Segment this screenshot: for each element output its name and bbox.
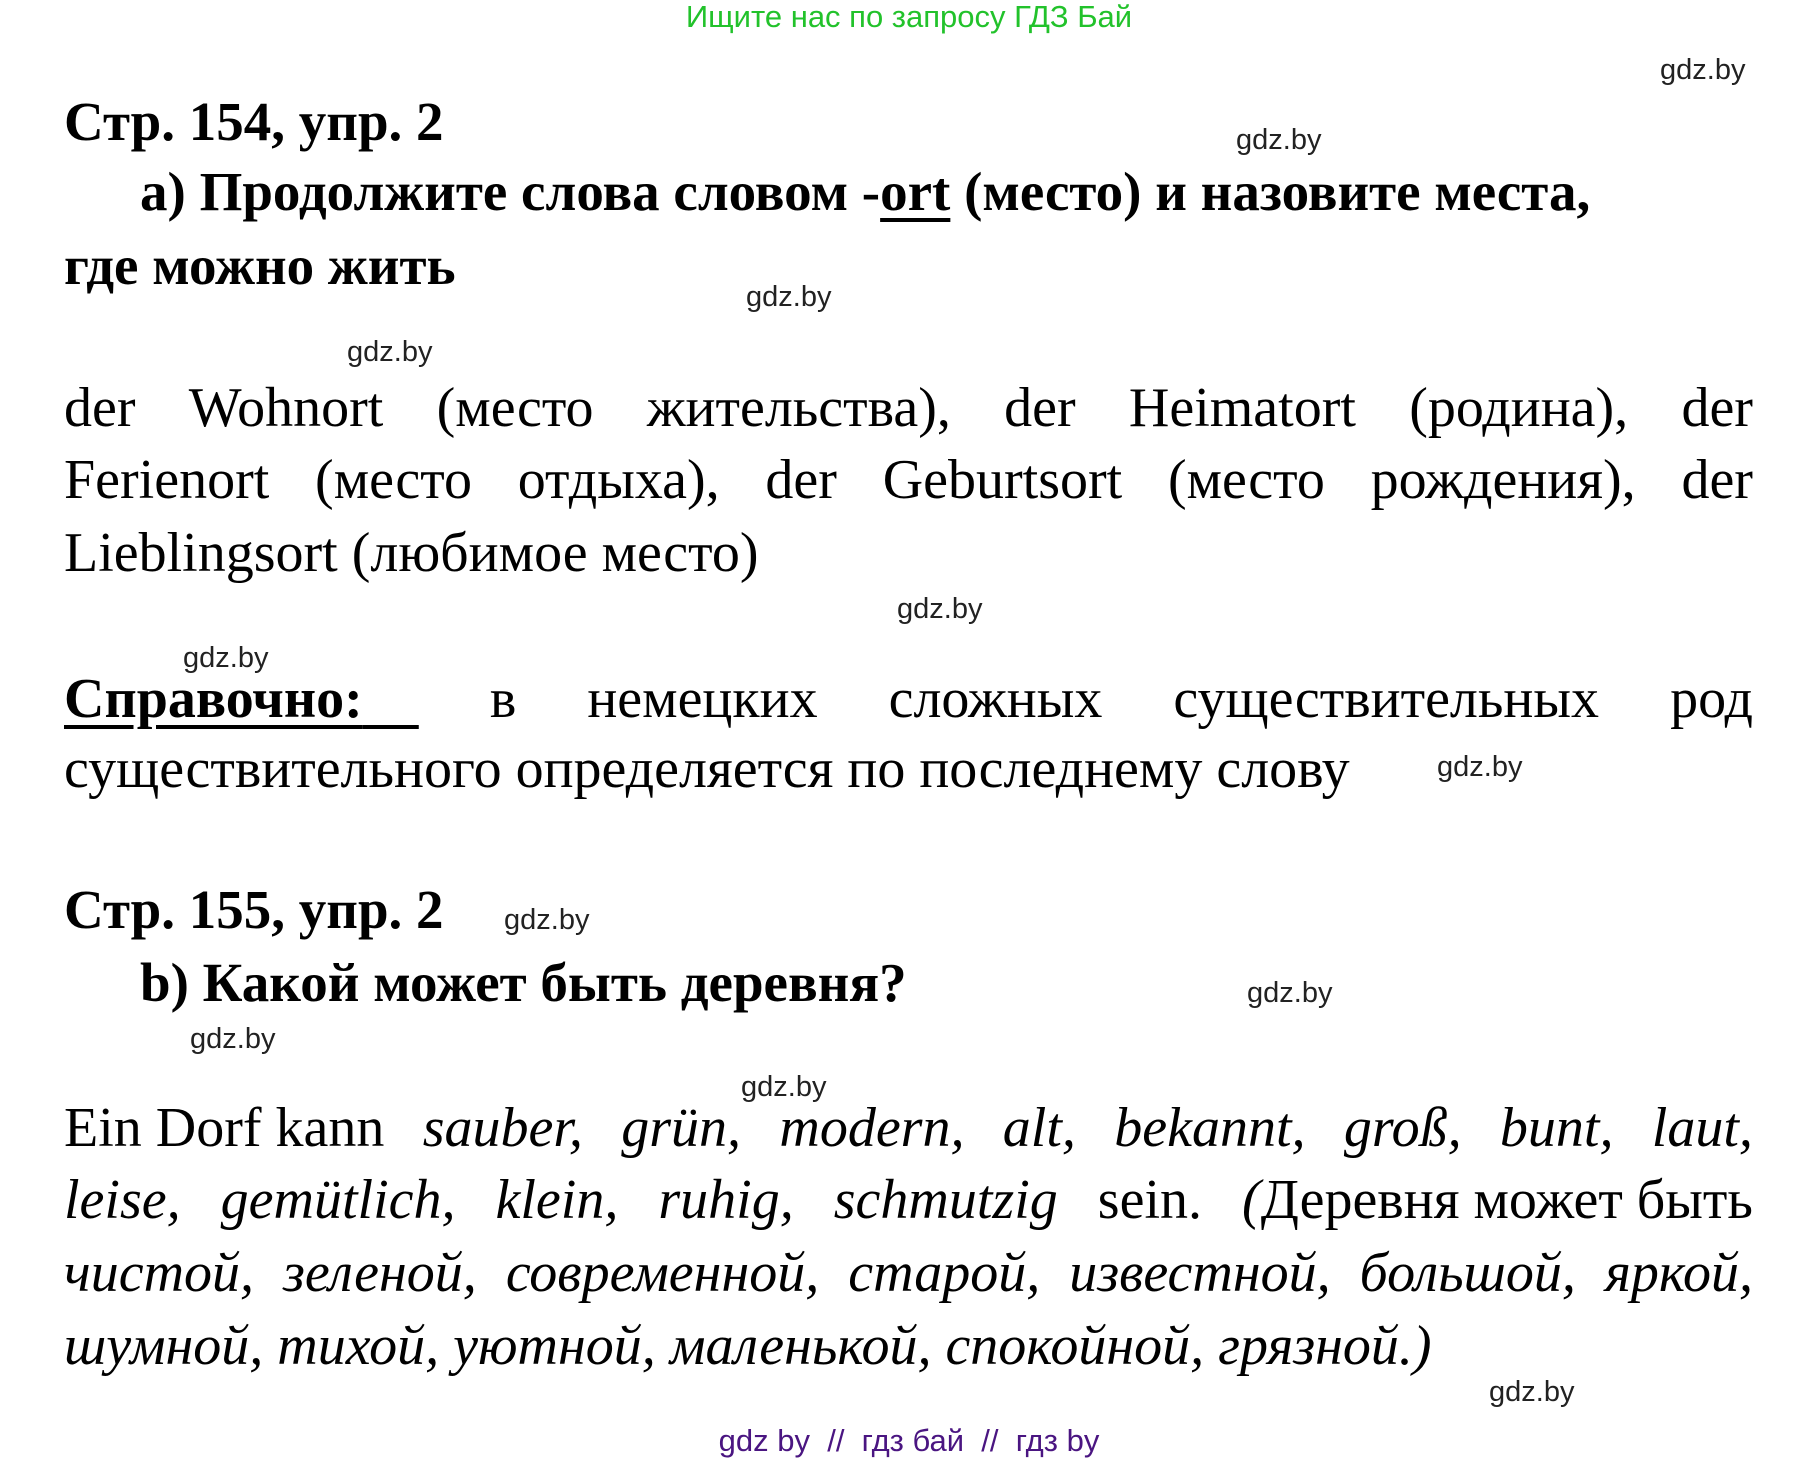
section-heading: Стр. 154, упр. 2 (64, 91, 444, 152)
watermark: gdz.by (746, 281, 832, 313)
watermark: gdz.by (1247, 977, 1333, 1009)
village-line-2: leise, gemütlich, klein, ruhig, schmutzig sein. (Деревня может быть (64, 1169, 1753, 1231)
watermark: gdz.by (897, 593, 983, 625)
section-heading-2: Стр. 155, упр. 2 (64, 879, 444, 940)
watermark: gdz.by (347, 336, 433, 368)
village-line-1: Ein Dorf kann sauber, grün, modern, alt, bekannt, groß, bunt, laut, (64, 1097, 1753, 1159)
note-line-2: существительного определяется по последнему слову (64, 738, 1350, 800)
task-b: b) Какой может быть деревня? (140, 952, 907, 1013)
note-line-1: Справочно: в немецких сложных существительных род (64, 668, 1753, 730)
watermark: gdz.by (504, 904, 590, 936)
watermark: gdz.by (1236, 124, 1322, 156)
watermark: gdz.by (1489, 1376, 1575, 1408)
task-a (140, 162, 1753, 222)
search-banner: Ищите нас по запросу ГДЗ Бай (685, 0, 1133, 34)
footer-links: gdz by // гдз бай // гдз by (718, 1423, 1100, 1458)
watermark: gdz.by (1437, 751, 1523, 783)
watermark: gdz.by (190, 1023, 276, 1055)
village-line-4: шумной, тихой, уютной, маленькой, спокойной, грязной.) (64, 1315, 1432, 1377)
village-line-3: чистой, зеленой, современной, старой, известной, большой, яркой, (64, 1242, 1753, 1304)
task-a-line2: где можно жить (64, 235, 456, 296)
answer-line-2: Ferienort (место отдыха), der Geburtsort (место рождения), der (64, 449, 1753, 511)
watermark: gdz.by (183, 642, 269, 674)
watermark: gdz.by (741, 1071, 827, 1103)
task-a-text: а) Продолжите слова словом -ort (место) и назовите места, (140, 161, 1591, 222)
watermark: gdz.by (1660, 54, 1746, 86)
answer-line-3: Lieblingsort (любимое место) (64, 522, 759, 584)
answer-line-1: der Wohnort (место жительства), der Heimatort (родина), der (64, 377, 1753, 439)
note-label: Справочно: (64, 668, 363, 730)
